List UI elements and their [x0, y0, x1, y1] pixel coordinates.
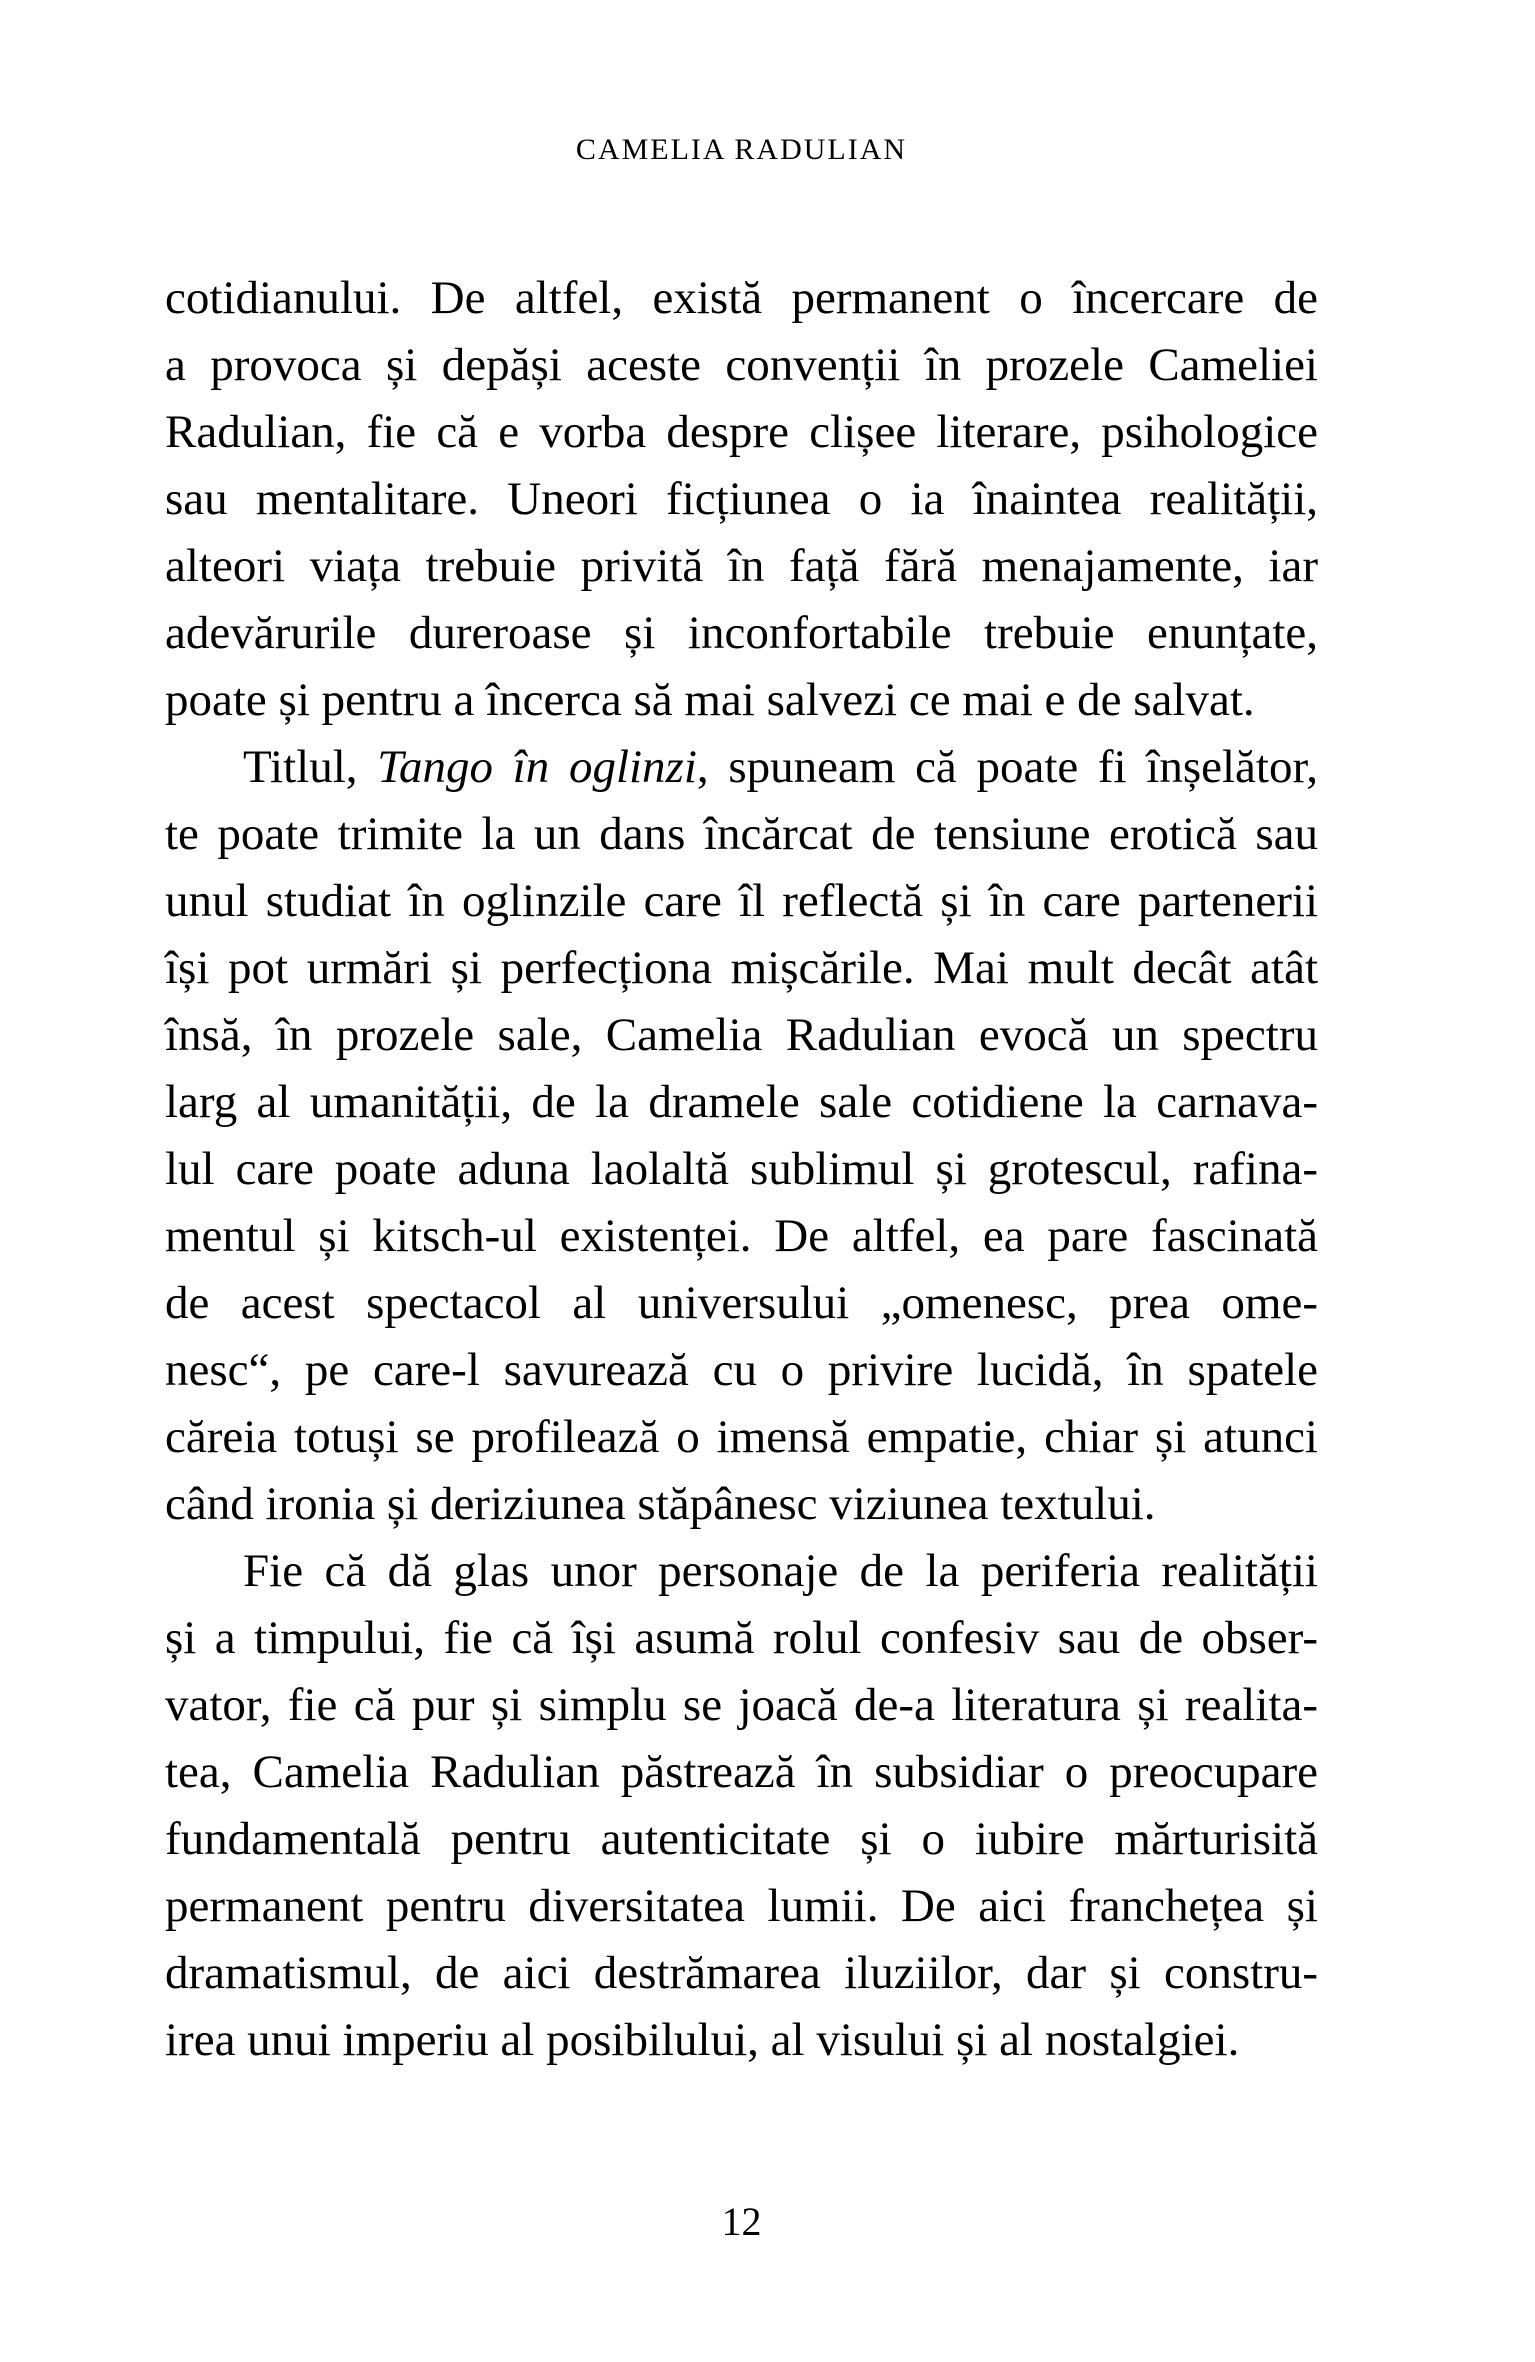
- text-line: [165, 466, 1318, 533]
- text-segment: își pot urmări și perfecționa mișcările. Mai mult decât atât: [165, 942, 1318, 994]
- text-segment: însă, în prozele sale, Camelia Radulian evocă un spectru: [165, 1009, 1318, 1061]
- text-segment: te poate trimite la un dans încărcat de tensiune erotică sau: [165, 808, 1318, 860]
- text-segment: când ironia și deriziunea stăpânesc viziunea textului.: [165, 1478, 1156, 1530]
- text-segment: sau mentalitare. Uneori ficțiunea o ia înaintea realității,: [165, 473, 1318, 525]
- text-line: [165, 1069, 1318, 1136]
- text-segment: permanent pentru diversitatea lumii. De aici franchețea și: [165, 1880, 1318, 1932]
- text-segment: poate și pentru a încerca să mai salvezi ce mai e de salvat.: [165, 674, 1255, 726]
- text-line: [165, 1806, 1318, 1873]
- text-line: [165, 935, 1318, 1002]
- text-segment: , spuneam că poate fi înșelător,: [696, 741, 1318, 793]
- text-line: [165, 1471, 1318, 1538]
- text-segment: Fie că dă glas unor personaje de la periferia realității: [243, 1545, 1318, 1597]
- text-line: [165, 1404, 1318, 1471]
- text-line: [165, 1270, 1318, 1337]
- text-segment: tea, Camelia Radulian păstrează în subsidiar o preocupare: [165, 1746, 1318, 1798]
- text-line: [165, 533, 1318, 600]
- text-line: [165, 1538, 1318, 1605]
- text-segment: a provoca și depăși aceste convenții în prozele Cameliei: [165, 339, 1318, 391]
- text-segment: unul studiat în oglinzile care îl reflectă și în care partenerii: [165, 875, 1318, 927]
- text-line: [165, 1605, 1318, 1672]
- text-segment: și a timpului, fie că își asumă rolul confesiv sau de obser-: [165, 1612, 1318, 1664]
- text-segment: dramatismul, de aici destrămarea iluziilor, dar și constru-: [165, 1947, 1318, 1999]
- text-line: [165, 1873, 1318, 1940]
- paragraph: [165, 265, 1318, 734]
- text-line: [165, 1672, 1318, 1739]
- text-segment: alteori viața trebuie privită în față fără menajamente, iar: [165, 540, 1318, 592]
- text-segment: Radulian, fie că e vorba despre clișee literare, psihologice: [165, 406, 1318, 458]
- body-text: [165, 265, 1318, 2074]
- text-segment: adevărurile dureroase și inconfortabile trebuie enunțate,: [165, 607, 1318, 659]
- text-segment: nesc“, pe care-l savurează cu o privire lucidă, în spatele: [165, 1344, 1318, 1396]
- text-segment: mentul și kitsch-ul existenței. De altfel, ea pare fascinată: [165, 1210, 1318, 1262]
- text-line: [165, 1940, 1318, 2007]
- italic-text: Tango în oglinzi: [377, 741, 697, 793]
- text-line: [165, 332, 1318, 399]
- text-line: [165, 399, 1318, 466]
- text-line: [165, 1136, 1318, 1203]
- text-segment: Titlul,: [243, 741, 378, 793]
- text-line: [165, 265, 1318, 332]
- paragraph: [165, 1538, 1318, 2074]
- text-line: [165, 1337, 1318, 1404]
- page-number: 12: [721, 2199, 762, 2244]
- text-segment: de acest spectacol al universului „omenesc, prea ome-: [165, 1277, 1318, 1329]
- text-line: [165, 600, 1318, 667]
- text-segment: larg al umanității, de la dramele sale cotidiene la carnava-: [165, 1076, 1318, 1128]
- text-line: [165, 868, 1318, 935]
- text-line: [165, 734, 1318, 801]
- paragraph: [165, 734, 1318, 1538]
- text-segment: vator, fie că pur și simplu se joacă de-a literatura și realita-: [165, 1679, 1318, 1731]
- text-segment: căreia totuși se profilează o imensă empatie, chiar și atunci: [165, 1411, 1318, 1463]
- text-line: [165, 1002, 1318, 1069]
- text-line: [165, 667, 1318, 734]
- text-line: [165, 1203, 1318, 1270]
- text-line: [165, 2007, 1318, 2074]
- text-segment: lul care poate aduna laolaltă sublimul și grotescul, rafina-: [165, 1143, 1318, 1195]
- text-segment: irea unui imperiu al posibilului, al visului și al nostalgiei.: [165, 2014, 1240, 2066]
- text-segment: fundamentală pentru autenticitate și o iubire mărturisită: [165, 1813, 1318, 1865]
- text-segment: cotidianului. De altfel, există permanent o încercare de: [165, 272, 1318, 324]
- running-header: CAMELIA RADULIAN: [575, 133, 908, 166]
- text-line: [165, 1739, 1318, 1806]
- text-line: [165, 801, 1318, 868]
